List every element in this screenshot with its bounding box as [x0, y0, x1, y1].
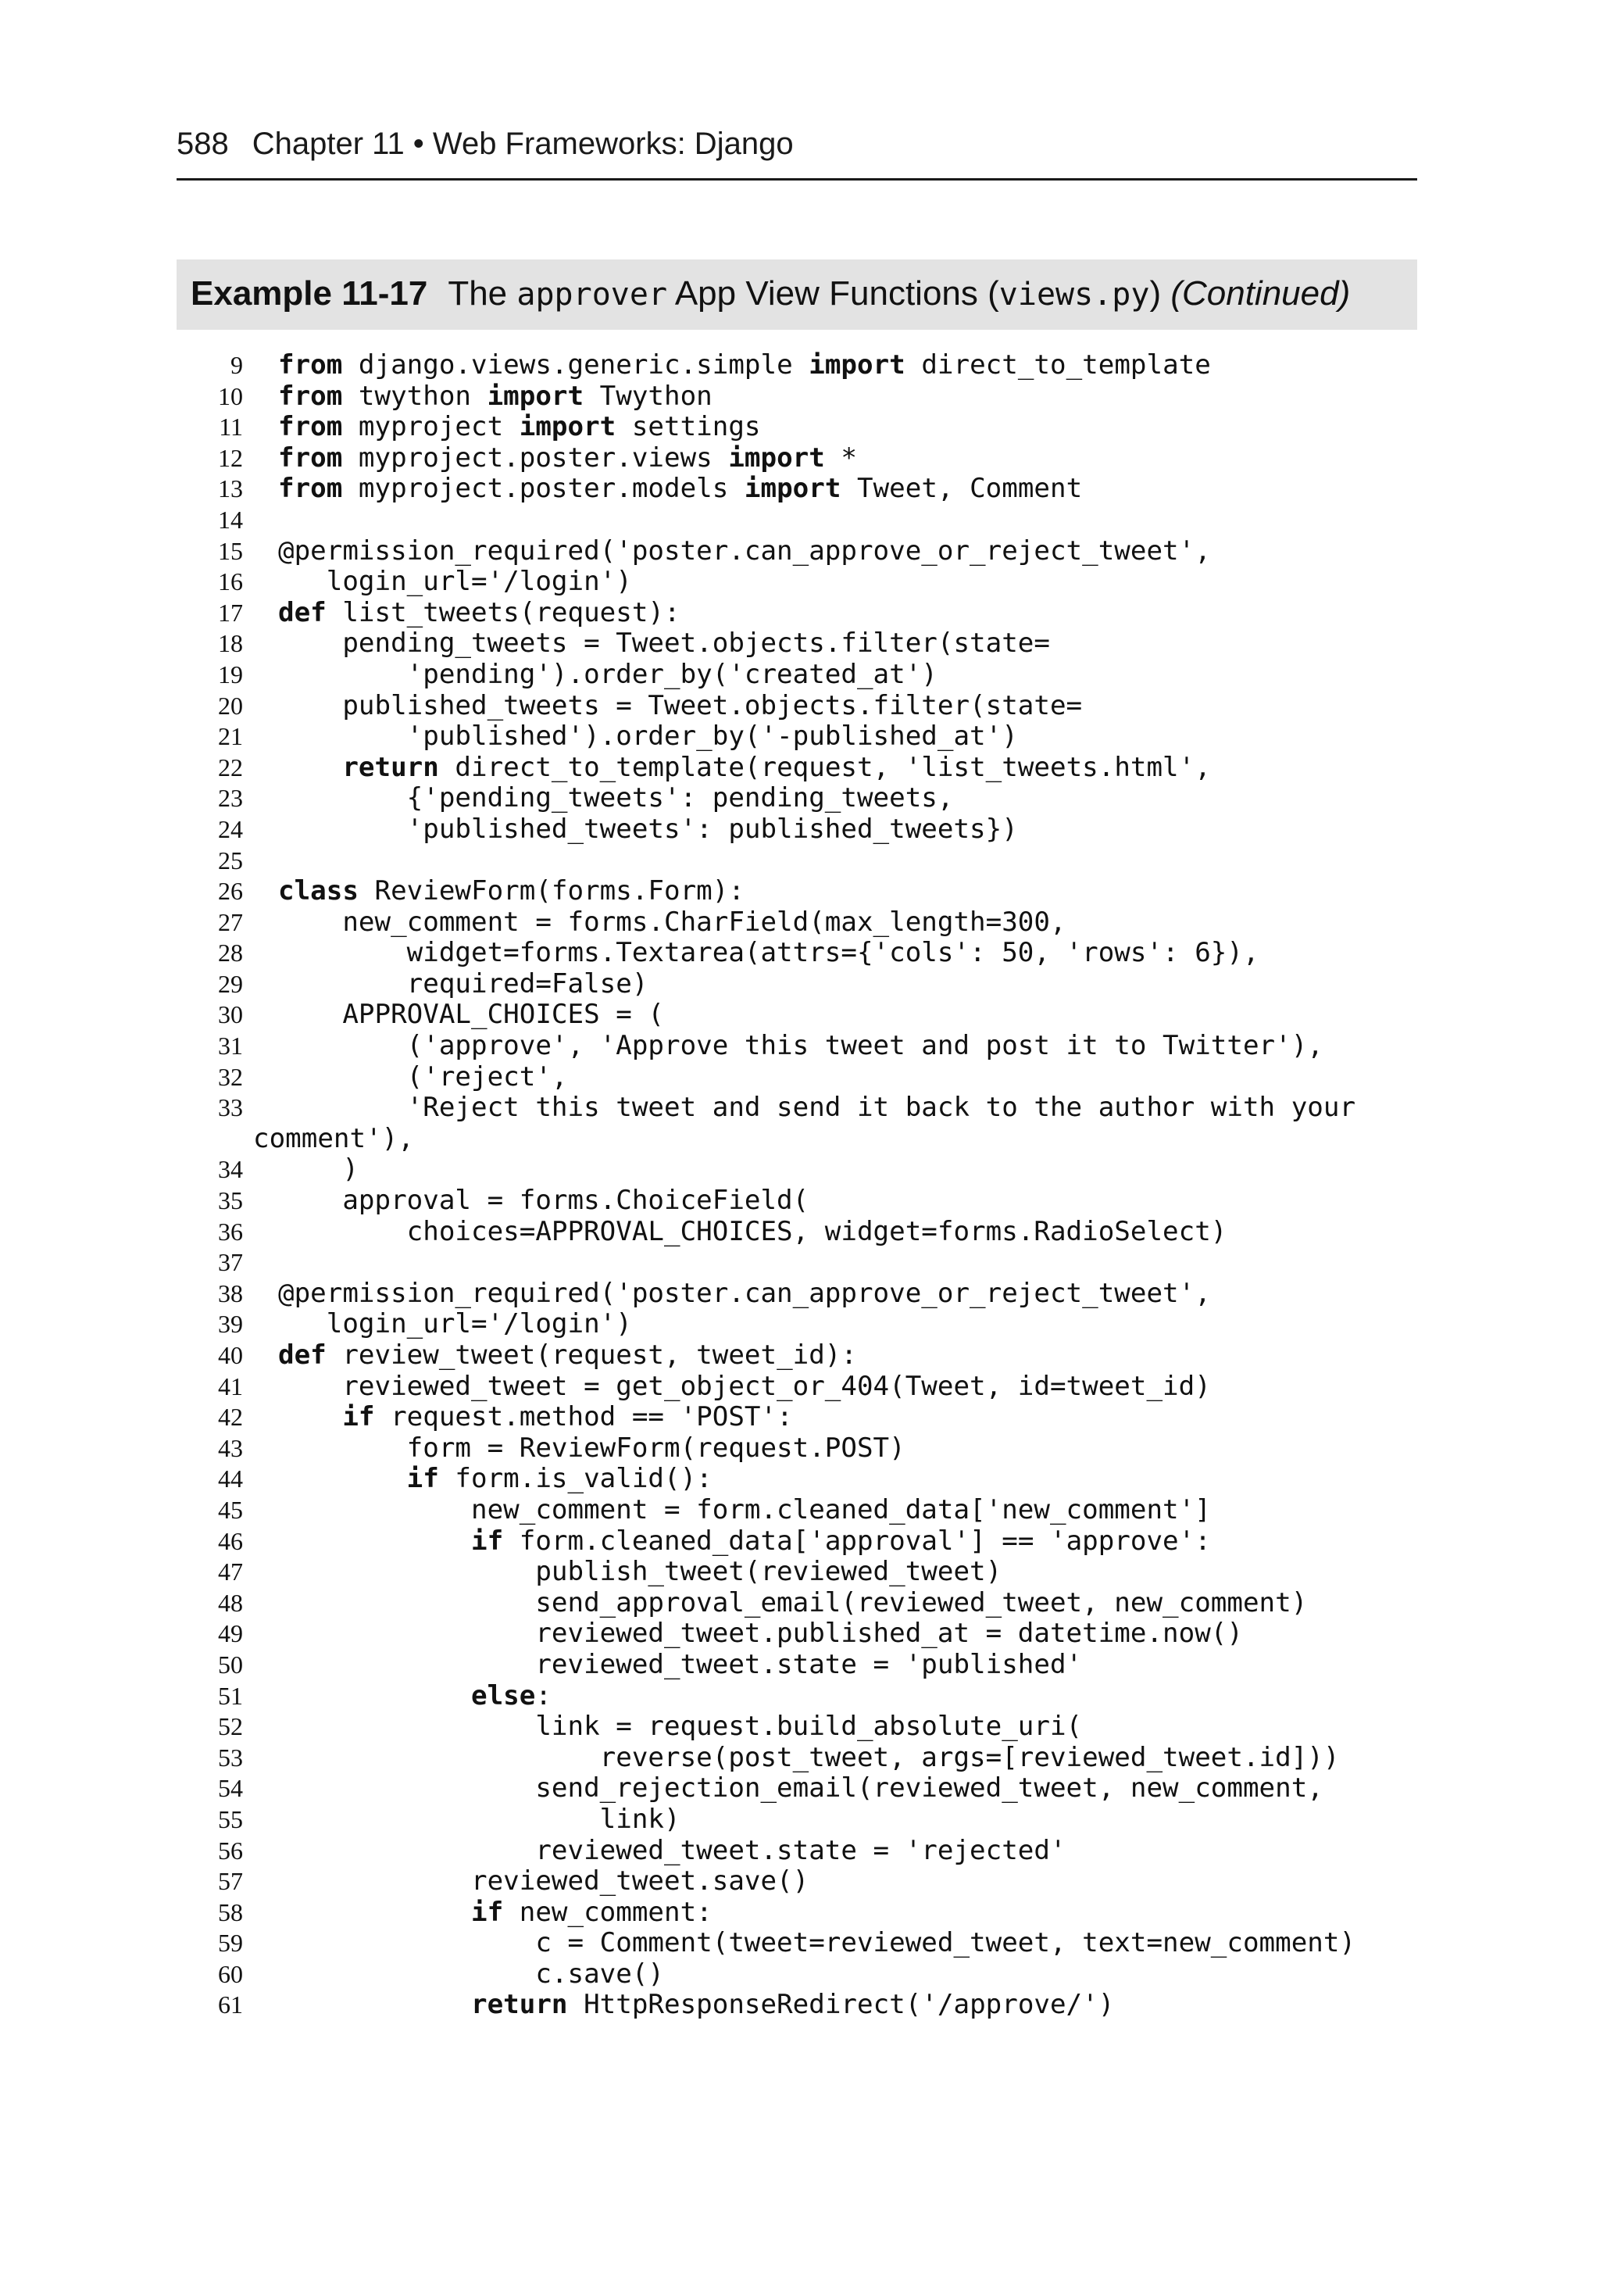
line-number: 12 [218, 443, 243, 472]
code-text [278, 1681, 552, 1712]
code-segment [278, 1989, 471, 2020]
code-text [278, 1372, 1211, 1403]
code-line [177, 1217, 1427, 1248]
code-line [177, 1154, 1427, 1186]
code-keyword: if [406, 1463, 439, 1495]
code-line [177, 1433, 1427, 1465]
example-caption-box [177, 259, 1417, 330]
code-text [278, 1000, 664, 1031]
code-line [177, 598, 1427, 629]
code-line [177, 1464, 1427, 1495]
line-number: 21 [218, 722, 243, 751]
line-number: 50 [218, 1650, 243, 1679]
code-segment: pending_tweets = Tweet.objects.filter(state= [278, 628, 1050, 660]
code-segment: reviewed_tweet.state = 'published' [278, 1648, 1083, 1680]
code-text [278, 381, 712, 413]
code-text [278, 1062, 568, 1093]
code-text [278, 1279, 1211, 1310]
code-keyword: return [342, 751, 439, 783]
line-number: 26 [218, 877, 243, 906]
example-title-post: ) [1149, 274, 1171, 313]
code-segment: new_comment = form.cleaned_data['new_comment'] [278, 1493, 1211, 1525]
line-number: 9 [230, 351, 243, 379]
code-segment: login_url='/login') [278, 566, 632, 598]
line-number: 43 [218, 1433, 243, 1462]
code-line [177, 1031, 1427, 1062]
line-number: 16 [218, 567, 243, 596]
code-line [177, 1681, 1427, 1712]
code-segment: : [535, 1679, 552, 1711]
code-text [278, 1464, 712, 1495]
code-text [278, 412, 761, 443]
code-text [278, 536, 1211, 567]
code-segment: new_comment: [503, 1896, 712, 1928]
line-number: 36 [218, 1217, 243, 1246]
code-text [278, 969, 648, 1000]
code-text [278, 907, 1066, 939]
code-line [177, 660, 1427, 691]
code-segment: ('reject', [278, 1060, 568, 1093]
code-line [177, 876, 1427, 907]
code-keyword: if [471, 1525, 504, 1557]
code-segment: @permission_required('poster.can_approve_or_reject_tweet', [278, 535, 1211, 567]
line-number: 47 [218, 1557, 243, 1586]
code-text [278, 598, 680, 629]
example-label: Example 11-17 [191, 274, 428, 313]
code-line [177, 691, 1427, 722]
code-keyword: def [278, 596, 327, 628]
code-text [253, 1124, 414, 1155]
line-number: 59 [218, 1929, 243, 1958]
code-listing [177, 350, 1427, 2021]
line-number: 61 [218, 1990, 243, 2019]
line-number: 11 [219, 413, 243, 442]
chapter-title: Chapter 11 • Web Frameworks: Django [252, 127, 794, 161]
code-text [278, 721, 1018, 753]
code-line [177, 1804, 1427, 1836]
code-segment: * [824, 442, 857, 474]
code-segment: direct_to_template(request, 'list_tweets.html', [438, 751, 1211, 783]
code-text [278, 1495, 1211, 1526]
line-number: 31 [218, 1032, 243, 1060]
code-keyword: import [744, 473, 841, 505]
line-number: 40 [218, 1341, 243, 1369]
code-line [177, 1526, 1427, 1557]
code-segment: direct_to_template [905, 349, 1211, 381]
code-segment: link = request.build_absolute_uri( [278, 1711, 1083, 1743]
code-segment [278, 1525, 471, 1557]
code-segment: django.views.generic.simple [342, 349, 809, 381]
code-line [177, 1588, 1427, 1619]
code-text [278, 1804, 680, 1836]
line-number: 51 [218, 1681, 243, 1710]
header-rule [177, 178, 1417, 181]
code-text [278, 1836, 1066, 1867]
code-text [278, 1340, 857, 1372]
code-line [177, 474, 1427, 505]
code-keyword: def [278, 1339, 327, 1371]
code-segment: approval = forms.ChoiceField( [278, 1185, 809, 1217]
code-text [278, 753, 1211, 784]
code-line [177, 505, 1427, 536]
code-segment: required=False) [278, 967, 648, 1000]
code-line [177, 1928, 1427, 1959]
example-title-pre: The [448, 274, 517, 313]
code-segment: {'pending_tweets': pending_tweets, [278, 782, 954, 814]
code-segment: ('approve', 'Approve this tweet and post it to Twitter'), [278, 1030, 1323, 1062]
code-line [177, 381, 1427, 413]
code-segment: send_approval_email(reviewed_tweet, new_comment) [278, 1586, 1308, 1618]
line-number: 18 [218, 629, 243, 658]
code-text [278, 1866, 809, 1897]
code-text [278, 1402, 793, 1433]
code-text [278, 1897, 712, 1929]
code-segment: form.is_valid(): [438, 1463, 712, 1495]
example-title [191, 272, 1350, 317]
code-text [278, 1433, 905, 1465]
code-segment: request.method == 'POST': [374, 1401, 793, 1433]
example-title-mid: App View Functions ( [667, 274, 999, 313]
line-number: 48 [218, 1588, 243, 1617]
code-segment: myproject.poster.views [342, 442, 729, 474]
code-line [177, 1711, 1427, 1743]
code-text [278, 1154, 359, 1186]
code-segment: form.cleaned_data['approval'] == 'approve': [503, 1525, 1211, 1557]
example-title-continued: (Continued) [1170, 274, 1351, 313]
code-segment: send_rejection_email(reviewed_tweet, new_comment, [278, 1772, 1323, 1804]
example-title-filename: views.py [998, 277, 1150, 313]
line-number: 22 [218, 753, 243, 781]
code-line [177, 1279, 1427, 1310]
code-segment [278, 1680, 471, 1711]
code-line [177, 1897, 1427, 1929]
code-text [278, 1309, 632, 1340]
code-segment: reverse(post_tweet, args=[reviewed_tweet.id])) [278, 1741, 1340, 1773]
line-number: 15 [218, 536, 243, 565]
code-line [177, 1372, 1427, 1403]
code-text [278, 443, 857, 474]
code-line [177, 753, 1427, 784]
line-number: 37 [218, 1248, 243, 1277]
code-text [278, 474, 1082, 505]
code-text [278, 876, 745, 907]
code-text [278, 1928, 1355, 1959]
code-segment: new_comment = forms.CharField(max_length=300, [278, 906, 1066, 938]
code-keyword: import [728, 442, 825, 474]
line-number: 42 [218, 1403, 243, 1432]
line-number: 49 [218, 1619, 243, 1648]
line-number: 44 [218, 1465, 243, 1493]
code-line [177, 443, 1427, 474]
code-segment: form = ReviewForm(request.POST) [278, 1432, 905, 1464]
line-number: 38 [218, 1279, 243, 1307]
code-text [278, 1650, 1082, 1681]
code-line [177, 536, 1427, 567]
code-segment: myproject [342, 411, 520, 443]
example-title-app-name: approver [516, 277, 668, 313]
code-line [177, 1650, 1427, 1681]
code-segment: twython [342, 380, 488, 412]
code-segment [278, 1897, 471, 1928]
code-segment: reviewed_tweet.published_at = datetime.now() [278, 1618, 1243, 1650]
line-number: 58 [218, 1897, 243, 1926]
code-line [177, 969, 1427, 1000]
line-number: 14 [218, 505, 243, 534]
code-line [177, 628, 1427, 660]
line-number: 28 [218, 939, 243, 967]
code-segment: 'published').order_by('-published_at') [278, 721, 1018, 753]
line-number: 46 [218, 1526, 243, 1555]
line-number: 23 [218, 784, 243, 813]
code-segment: 'Reject this tweet and send it back to the author with your [278, 1092, 1356, 1124]
code-line [177, 814, 1427, 846]
code-keyword: import [809, 349, 905, 381]
code-segment: reviewed_tweet = get_object_or_404(Tweet, id=tweet_id) [278, 1370, 1211, 1402]
code-segment: reviewed_tweet.save() [278, 1865, 809, 1897]
code-text [278, 1557, 1002, 1588]
line-number: 55 [218, 1804, 243, 1833]
line-number: 29 [218, 969, 243, 998]
code-text [278, 1093, 1355, 1124]
code-keyword: from [278, 349, 343, 381]
code-segment: publish_tweet(reviewed_tweet) [278, 1556, 1002, 1588]
code-line [177, 1866, 1427, 1897]
code-segment: @permission_required('poster.can_approve_or_reject_tweet', [278, 1277, 1211, 1309]
code-segment: c.save() [278, 1958, 664, 1990]
code-line [177, 1402, 1427, 1433]
code-line-continuation [177, 1124, 1427, 1155]
code-text [278, 1031, 1323, 1062]
code-text [278, 1990, 1114, 2021]
code-segment: HttpResponseRedirect('/approve/') [567, 1989, 1115, 2021]
code-segment: list_tweets(request): [326, 596, 680, 628]
code-line [177, 1247, 1427, 1279]
code-line [177, 846, 1427, 877]
line-number: 39 [218, 1310, 243, 1339]
code-text [278, 567, 632, 598]
line-number: 27 [218, 907, 243, 936]
code-line [177, 350, 1427, 381]
code-keyword: import [487, 380, 584, 412]
code-line [177, 1836, 1427, 1867]
line-number: 24 [218, 814, 243, 843]
code-line [177, 938, 1427, 969]
code-line [177, 1495, 1427, 1526]
code-line [177, 1618, 1427, 1650]
line-number: 19 [218, 660, 243, 688]
code-keyword: if [471, 1896, 504, 1928]
code-segment [278, 1401, 342, 1432]
code-keyword: class [278, 875, 359, 907]
code-text [278, 660, 938, 691]
code-text [278, 691, 1082, 722]
line-number: 56 [218, 1836, 243, 1865]
code-text [278, 1773, 1323, 1804]
code-segment: 'pending').order_by('created_at') [278, 658, 938, 690]
code-line [177, 783, 1427, 814]
code-keyword: import [519, 411, 616, 443]
code-line [177, 412, 1427, 443]
code-segment: Tweet, Comment [841, 473, 1083, 505]
line-number: 52 [218, 1712, 243, 1741]
code-line [177, 1186, 1427, 1217]
line-number: 10 [218, 381, 243, 410]
line-number: 45 [218, 1495, 243, 1524]
code-keyword: from [278, 442, 343, 474]
code-text [278, 938, 1259, 969]
code-segment: link) [278, 1803, 680, 1835]
line-number: 34 [218, 1155, 243, 1184]
code-line [177, 1093, 1427, 1124]
line-number: 35 [218, 1186, 243, 1215]
code-segment: widget=forms.Textarea(attrs={'cols': 50, 'rows': 6}), [278, 937, 1259, 969]
line-number: 13 [218, 474, 243, 503]
code-line [177, 1309, 1427, 1340]
code-text [278, 783, 953, 814]
code-line [177, 1990, 1427, 2021]
code-keyword: if [342, 1401, 375, 1433]
code-text [278, 1711, 1082, 1743]
code-segment: 'published_tweets': published_tweets}) [278, 813, 1018, 845]
code-segment: myproject.poster.models [342, 473, 745, 505]
running-head [177, 125, 794, 163]
code-line [177, 567, 1427, 598]
code-text [278, 1186, 809, 1217]
code-text [278, 1618, 1243, 1650]
line-number: 17 [218, 598, 243, 627]
code-text [278, 814, 1018, 846]
code-line [177, 1743, 1427, 1774]
code-segment: published_tweets = Tweet.objects.filter(state= [278, 689, 1083, 721]
code-text [278, 628, 1050, 660]
code-segment: c = Comment(tweet=reviewed_tweet, text=new_comment) [278, 1927, 1356, 1959]
code-keyword: else [471, 1679, 536, 1711]
code-line [177, 1000, 1427, 1031]
line-number: 33 [218, 1093, 243, 1122]
code-segment: review_tweet(request, tweet_id): [326, 1339, 857, 1371]
line-number: 32 [218, 1062, 243, 1091]
code-text [278, 1588, 1307, 1619]
code-line [177, 1959, 1427, 1990]
code-line [177, 1557, 1427, 1588]
code-text [278, 1743, 1339, 1774]
code-keyword: from [278, 411, 343, 443]
code-segment: login_url='/login') [278, 1308, 632, 1340]
code-text [278, 1217, 1227, 1248]
code-segment: choices=APPROVAL_CHOICES, widget=forms.RadioSelect) [278, 1215, 1227, 1247]
code-text [278, 1959, 664, 1990]
line-number: 20 [218, 691, 243, 720]
code-segment: comment'), [253, 1122, 414, 1154]
code-segment: settings [616, 411, 761, 443]
code-keyword: from [278, 473, 343, 505]
code-line [177, 1340, 1427, 1372]
line-number: 41 [218, 1372, 243, 1400]
code-line [177, 721, 1427, 753]
line-number: 57 [218, 1867, 243, 1896]
line-number: 53 [218, 1743, 243, 1772]
code-line [177, 1062, 1427, 1093]
code-segment [278, 1463, 407, 1494]
code-text [278, 350, 1211, 381]
line-number: 30 [218, 1000, 243, 1029]
code-keyword: return [471, 1989, 568, 2021]
line-number: 54 [218, 1774, 243, 1803]
code-line [177, 907, 1427, 939]
page-number: 588 [177, 127, 229, 161]
code-segment: ReviewForm(forms.Form): [358, 875, 745, 907]
code-segment: Twython [584, 380, 712, 412]
code-keyword: from [278, 380, 343, 412]
line-number: 60 [218, 1959, 243, 1988]
code-segment [278, 752, 342, 783]
code-segment: reviewed_tweet.state = 'rejected' [278, 1834, 1066, 1866]
code-text [278, 1526, 1211, 1557]
code-line [177, 1773, 1427, 1804]
code-segment: APPROVAL_CHOICES = ( [278, 999, 664, 1031]
code-segment: ) [278, 1153, 359, 1186]
line-number: 25 [218, 846, 243, 874]
